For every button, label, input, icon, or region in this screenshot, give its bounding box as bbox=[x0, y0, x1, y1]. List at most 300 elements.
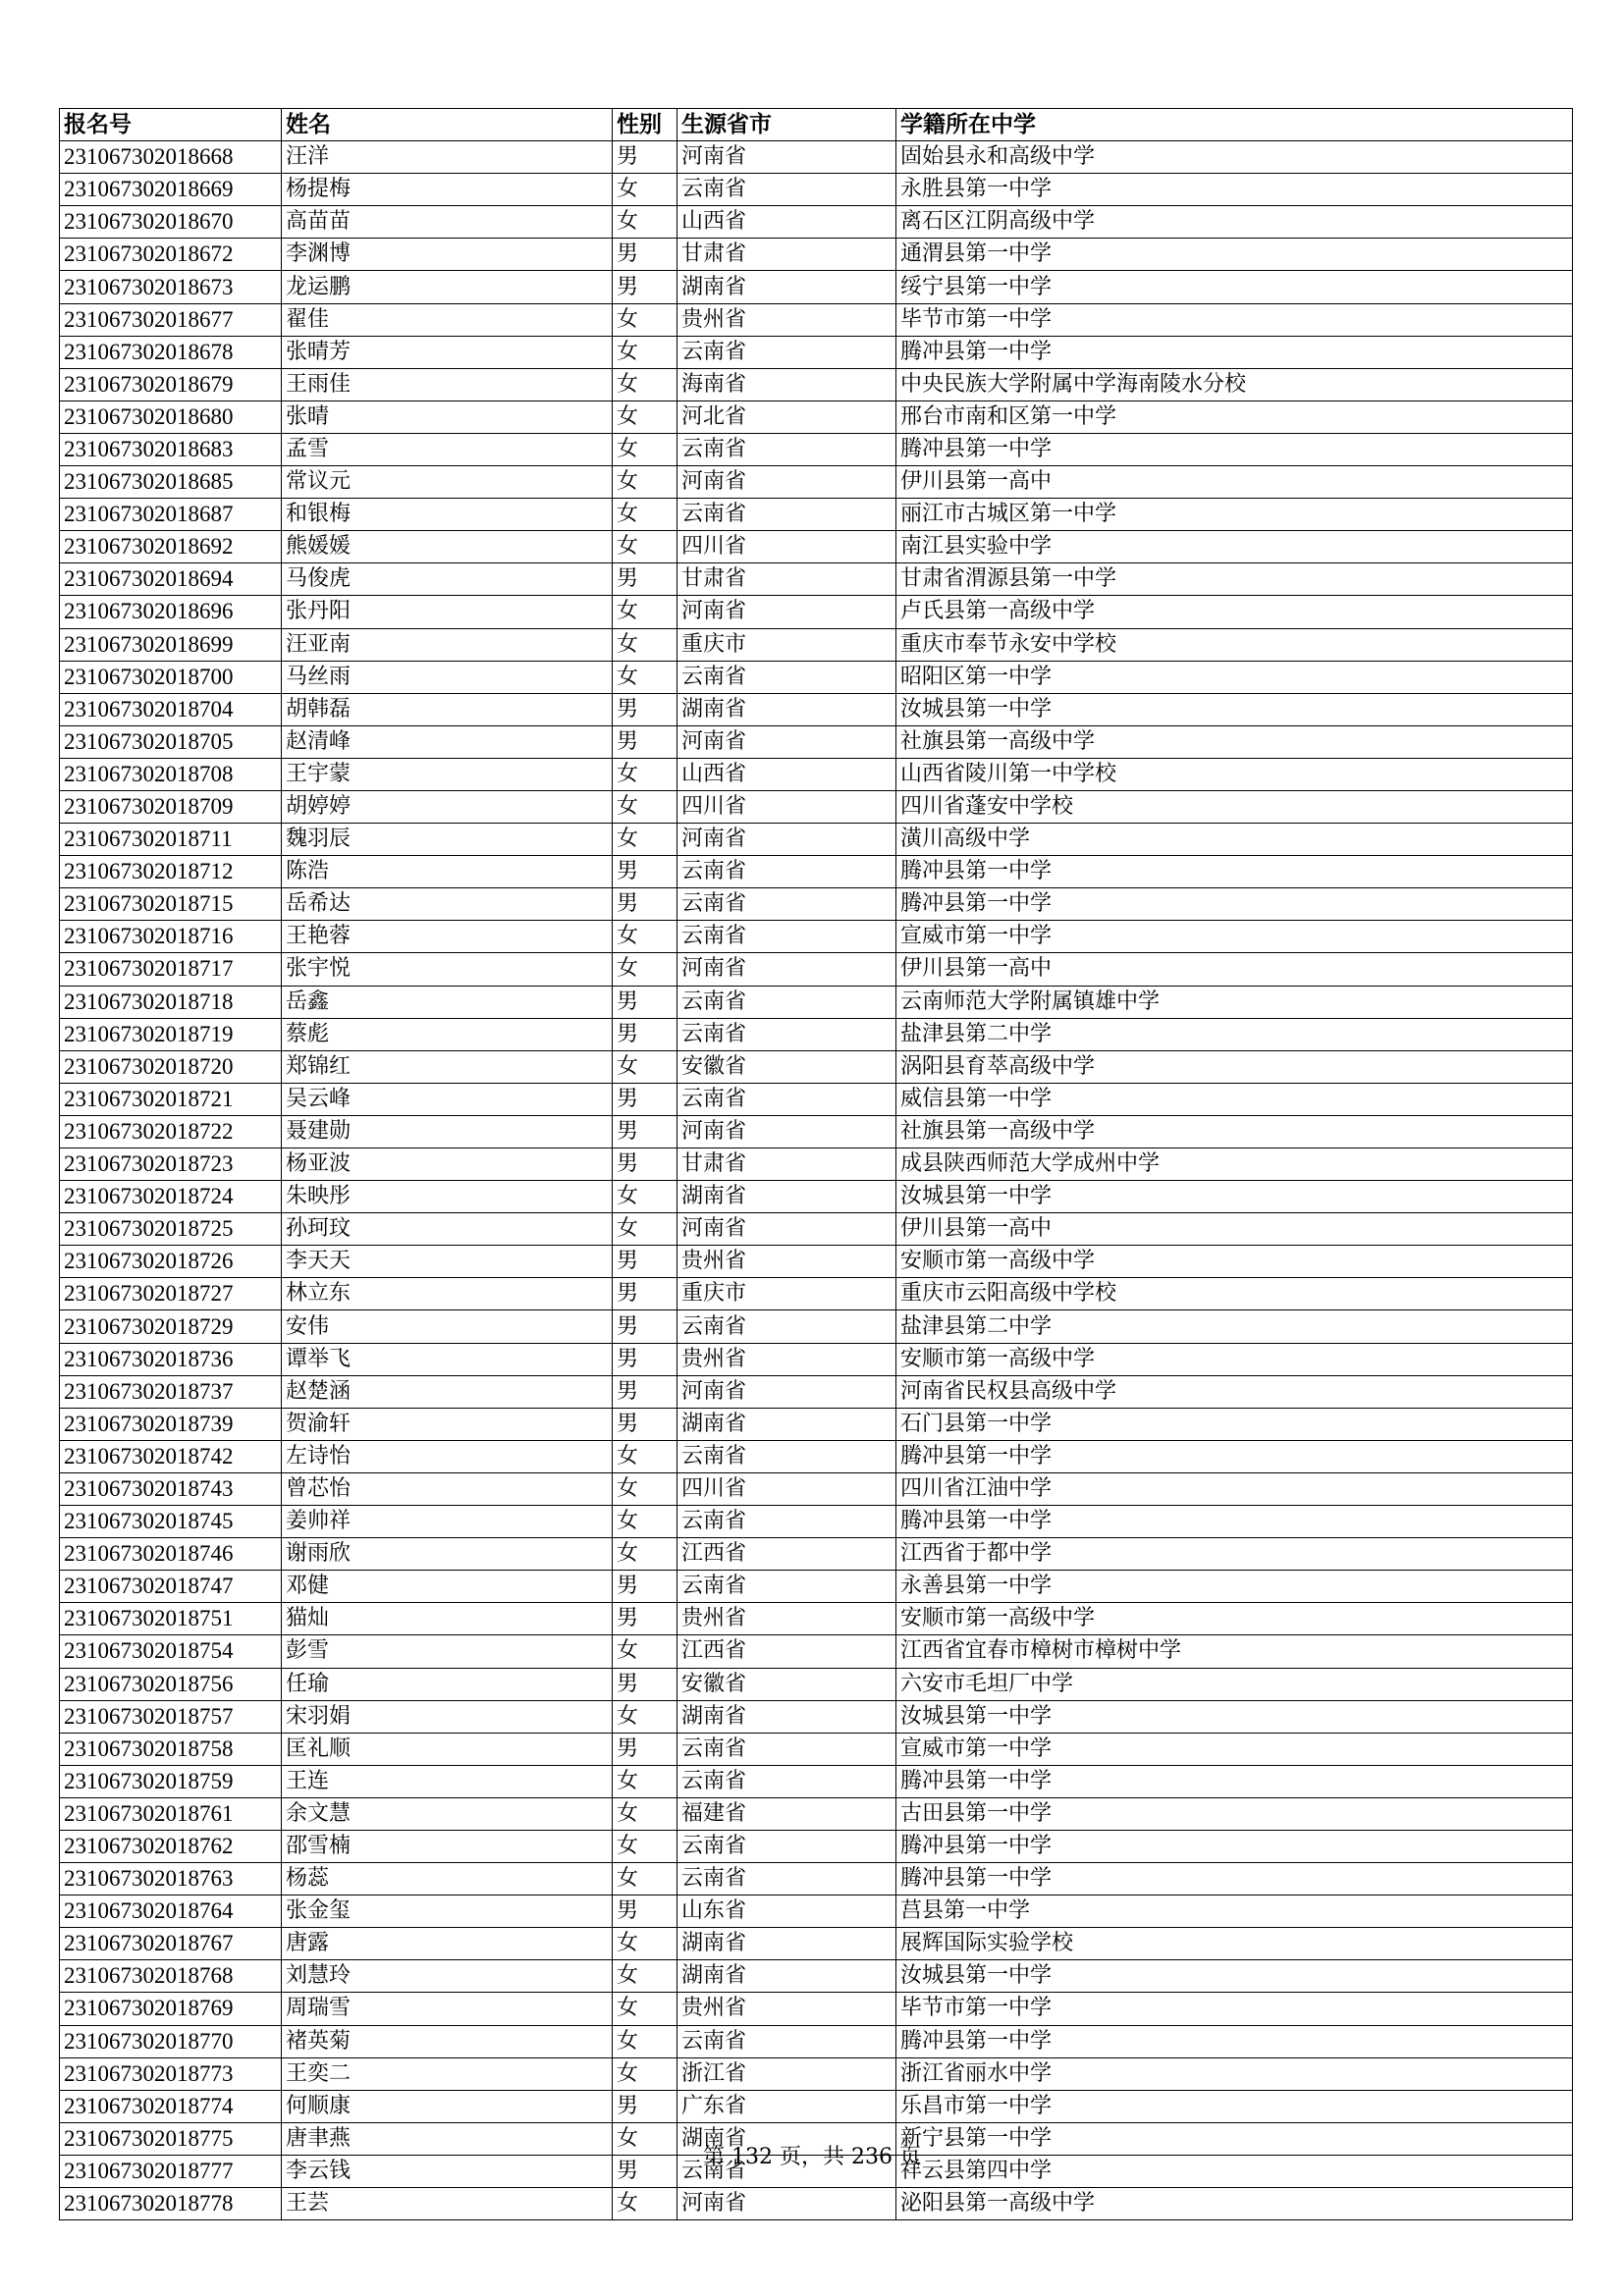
cell-registration-number: 231067302018761 bbox=[60, 1797, 282, 1830]
table-row bbox=[60, 174, 1573, 206]
cell-registration-number: 231067302018745 bbox=[60, 1506, 282, 1538]
header-registration-number: 报名号 bbox=[60, 109, 282, 141]
cell-student-name: 任瑜 bbox=[282, 1668, 613, 1700]
cell-registration-number: 231067302018680 bbox=[60, 400, 282, 433]
cell-school: 江西省宜春市樟树市樟树中学 bbox=[896, 1635, 1573, 1668]
cell-province: 海南省 bbox=[677, 368, 896, 400]
cell-student-name: 聂建勋 bbox=[282, 1115, 613, 1148]
cell-gender: 女 bbox=[613, 368, 677, 400]
cell-student-name: 岳希达 bbox=[282, 888, 613, 921]
cell-province: 河南省 bbox=[677, 1375, 896, 1408]
cell-province: 河南省 bbox=[677, 824, 896, 856]
cell-school: 固始县永和高级中学 bbox=[896, 141, 1573, 174]
cell-registration-number: 231067302018736 bbox=[60, 1343, 282, 1375]
cell-province: 河北省 bbox=[677, 400, 896, 433]
table-row bbox=[60, 921, 1573, 953]
table-row bbox=[60, 1181, 1573, 1213]
cell-registration-number: 231067302018742 bbox=[60, 1440, 282, 1472]
cell-student-name: 余文慧 bbox=[282, 1797, 613, 1830]
table-row bbox=[60, 1733, 1573, 1765]
cell-registration-number: 231067302018670 bbox=[60, 206, 282, 239]
cell-student-name: 胡韩磊 bbox=[282, 693, 613, 725]
table-row bbox=[60, 888, 1573, 921]
cell-gender: 男 bbox=[613, 1246, 677, 1278]
cell-registration-number: 231067302018764 bbox=[60, 1896, 282, 1928]
table-row bbox=[60, 1506, 1573, 1538]
cell-gender: 女 bbox=[613, 1700, 677, 1733]
cell-school: 安顺市第一高级中学 bbox=[896, 1603, 1573, 1635]
cell-school: 腾冲县第一中学 bbox=[896, 1506, 1573, 1538]
table-row bbox=[60, 1375, 1573, 1408]
cell-province: 贵州省 bbox=[677, 1603, 896, 1635]
cell-gender: 男 bbox=[613, 986, 677, 1018]
cell-school: 四川省江油中学 bbox=[896, 1472, 1573, 1505]
cell-student-name: 谭举飞 bbox=[282, 1343, 613, 1375]
cell-province: 河南省 bbox=[677, 596, 896, 628]
cell-student-name: 贺渝轩 bbox=[282, 1408, 613, 1440]
cell-province: 贵州省 bbox=[677, 303, 896, 336]
cell-gender: 男 bbox=[613, 1668, 677, 1700]
cell-province: 湖南省 bbox=[677, 1408, 896, 1440]
cell-school: 腾冲县第一中学 bbox=[896, 336, 1573, 368]
cell-gender: 男 bbox=[613, 1733, 677, 1765]
cell-student-name: 张晴芳 bbox=[282, 336, 613, 368]
cell-province: 江西省 bbox=[677, 1538, 896, 1571]
cell-registration-number: 231067302018746 bbox=[60, 1538, 282, 1571]
cell-school: 腾冲县第一中学 bbox=[896, 888, 1573, 921]
cell-school: 腾冲县第一中学 bbox=[896, 1765, 1573, 1797]
cell-school: 祥云县第四中学 bbox=[896, 2155, 1573, 2187]
table-row bbox=[60, 400, 1573, 433]
cell-gender: 女 bbox=[613, 661, 677, 693]
cell-province: 云南省 bbox=[677, 1733, 896, 1765]
cell-gender: 女 bbox=[613, 790, 677, 823]
cell-student-name: 唐露 bbox=[282, 1928, 613, 1960]
cell-student-name: 和银梅 bbox=[282, 499, 613, 531]
cell-registration-number: 231067302018718 bbox=[60, 986, 282, 1018]
cell-school: 四川省蓬安中学校 bbox=[896, 790, 1573, 823]
table-row bbox=[60, 1213, 1573, 1246]
table-row bbox=[60, 1050, 1573, 1083]
cell-province: 甘肃省 bbox=[677, 239, 896, 271]
cell-province: 浙江省 bbox=[677, 2057, 896, 2090]
table-row bbox=[60, 563, 1573, 596]
cell-province: 安徽省 bbox=[677, 1050, 896, 1083]
cell-registration-number: 231067302018725 bbox=[60, 1213, 282, 1246]
cell-gender: 男 bbox=[613, 563, 677, 596]
cell-school: 汝城县第一中学 bbox=[896, 693, 1573, 725]
cell-province: 云南省 bbox=[677, 1863, 896, 1896]
cell-school: 永善县第一中学 bbox=[896, 1571, 1573, 1603]
cell-student-name: 姜帅祥 bbox=[282, 1506, 613, 1538]
cell-student-name: 赵清峰 bbox=[282, 725, 613, 758]
cell-school: 河南省民权县高级中学 bbox=[896, 1375, 1573, 1408]
table-row bbox=[60, 1278, 1573, 1310]
cell-student-name: 曾芯怡 bbox=[282, 1472, 613, 1505]
cell-gender: 女 bbox=[613, 1538, 677, 1571]
table-row bbox=[60, 1830, 1573, 1862]
cell-gender: 男 bbox=[613, 2090, 677, 2122]
cell-school: 乐昌市第一中学 bbox=[896, 2090, 1573, 2122]
table-row bbox=[60, 1018, 1573, 1050]
cell-gender: 女 bbox=[613, 499, 677, 531]
cell-student-name: 刘慧玲 bbox=[282, 1960, 613, 1993]
cell-registration-number: 231067302018678 bbox=[60, 336, 282, 368]
cell-province: 河南省 bbox=[677, 466, 896, 499]
cell-gender: 男 bbox=[613, 1310, 677, 1343]
cell-school: 腾冲县第一中学 bbox=[896, 2025, 1573, 2057]
cell-school: 江西省于都中学 bbox=[896, 1538, 1573, 1571]
cell-registration-number: 231067302018717 bbox=[60, 953, 282, 986]
table-row bbox=[60, 1668, 1573, 1700]
cell-school: 通渭县第一中学 bbox=[896, 239, 1573, 271]
cell-registration-number: 231067302018758 bbox=[60, 1733, 282, 1765]
cell-school: 威信县第一中学 bbox=[896, 1083, 1573, 1115]
cell-school: 古田县第一中学 bbox=[896, 1797, 1573, 1830]
table-row bbox=[60, 2188, 1573, 2220]
cell-province: 河南省 bbox=[677, 1213, 896, 1246]
cell-gender: 男 bbox=[613, 1603, 677, 1635]
cell-school: 腾冲县第一中学 bbox=[896, 1440, 1573, 1472]
table-row bbox=[60, 271, 1573, 303]
table-row bbox=[60, 1960, 1573, 1993]
cell-registration-number: 231067302018699 bbox=[60, 628, 282, 661]
cell-registration-number: 231067302018696 bbox=[60, 596, 282, 628]
cell-registration-number: 231067302018724 bbox=[60, 1181, 282, 1213]
cell-province: 贵州省 bbox=[677, 1343, 896, 1375]
cell-school: 六安市毛坦厂中学 bbox=[896, 1668, 1573, 1700]
cell-school: 腾冲县第一中学 bbox=[896, 433, 1573, 465]
cell-student-name: 何顺康 bbox=[282, 2090, 613, 2122]
cell-registration-number: 231067302018692 bbox=[60, 531, 282, 563]
cell-registration-number: 231067302018774 bbox=[60, 2090, 282, 2122]
cell-province: 云南省 bbox=[677, 1018, 896, 1050]
table-header-row bbox=[60, 109, 1573, 141]
cell-registration-number: 231067302018722 bbox=[60, 1115, 282, 1148]
table-row bbox=[60, 499, 1573, 531]
cell-school: 宣威市第一中学 bbox=[896, 1733, 1573, 1765]
cell-gender: 男 bbox=[613, 693, 677, 725]
cell-gender: 女 bbox=[613, 953, 677, 986]
cell-province: 重庆市 bbox=[677, 628, 896, 661]
cell-gender: 女 bbox=[613, 1440, 677, 1472]
cell-student-name: 蔡彪 bbox=[282, 1018, 613, 1050]
cell-student-name: 陈浩 bbox=[282, 856, 613, 888]
table-row bbox=[60, 725, 1573, 758]
cell-registration-number: 231067302018778 bbox=[60, 2188, 282, 2220]
cell-student-name: 郑锦红 bbox=[282, 1050, 613, 1083]
admission-list-table bbox=[59, 108, 1573, 2220]
cell-province: 云南省 bbox=[677, 174, 896, 206]
cell-registration-number: 231067302018715 bbox=[60, 888, 282, 921]
cell-gender: 女 bbox=[613, 1213, 677, 1246]
table-row bbox=[60, 141, 1573, 174]
cell-registration-number: 231067302018672 bbox=[60, 239, 282, 271]
cell-gender: 女 bbox=[613, 466, 677, 499]
table-row bbox=[60, 856, 1573, 888]
cell-school: 汝城县第一中学 bbox=[896, 1700, 1573, 1733]
cell-province: 云南省 bbox=[677, 1083, 896, 1115]
cell-gender: 女 bbox=[613, 1050, 677, 1083]
cell-province: 云南省 bbox=[677, 336, 896, 368]
cell-school: 邢台市南和区第一中学 bbox=[896, 400, 1573, 433]
cell-province: 福建省 bbox=[677, 1797, 896, 1830]
cell-student-name: 王连 bbox=[282, 1765, 613, 1797]
cell-student-name: 猫灿 bbox=[282, 1603, 613, 1635]
table-row bbox=[60, 693, 1573, 725]
cell-student-name: 孙珂玟 bbox=[282, 1213, 613, 1246]
cell-gender: 男 bbox=[613, 271, 677, 303]
table-row bbox=[60, 206, 1573, 239]
cell-school: 永胜县第一中学 bbox=[896, 174, 1573, 206]
table-row bbox=[60, 758, 1573, 790]
cell-gender: 男 bbox=[613, 141, 677, 174]
table-row bbox=[60, 1148, 1573, 1181]
cell-gender: 男 bbox=[613, 1375, 677, 1408]
cell-gender: 女 bbox=[613, 2122, 677, 2155]
cell-student-name: 张丹阳 bbox=[282, 596, 613, 628]
cell-student-name: 吴云峰 bbox=[282, 1083, 613, 1115]
cell-registration-number: 231067302018767 bbox=[60, 1928, 282, 1960]
cell-registration-number: 231067302018668 bbox=[60, 141, 282, 174]
cell-gender: 女 bbox=[613, 1472, 677, 1505]
cell-school: 泌阳县第一高级中学 bbox=[896, 2188, 1573, 2220]
cell-school: 社旗县第一高级中学 bbox=[896, 725, 1573, 758]
table-row bbox=[60, 1863, 1573, 1896]
header-province: 生源省市 bbox=[677, 109, 896, 141]
cell-registration-number: 231067302018739 bbox=[60, 1408, 282, 1440]
cell-student-name: 张宇悦 bbox=[282, 953, 613, 986]
header-name: 姓名 bbox=[282, 109, 613, 141]
cell-student-name: 龙运鹏 bbox=[282, 271, 613, 303]
cell-school: 伊川县第一高中 bbox=[896, 1213, 1573, 1246]
table-row bbox=[60, 1343, 1573, 1375]
table-row bbox=[60, 1083, 1573, 1115]
cell-student-name: 左诗怡 bbox=[282, 1440, 613, 1472]
cell-student-name: 杨亚波 bbox=[282, 1148, 613, 1181]
cell-province: 山东省 bbox=[677, 1896, 896, 1928]
cell-registration-number: 231067302018770 bbox=[60, 2025, 282, 2057]
cell-registration-number: 231067302018709 bbox=[60, 790, 282, 823]
cell-registration-number: 231067302018673 bbox=[60, 271, 282, 303]
cell-province: 云南省 bbox=[677, 921, 896, 953]
cell-gender: 女 bbox=[613, 174, 677, 206]
cell-student-name: 杨蕊 bbox=[282, 1863, 613, 1896]
cell-school: 汝城县第一中学 bbox=[896, 1181, 1573, 1213]
cell-gender: 女 bbox=[613, 303, 677, 336]
cell-registration-number: 231067302018723 bbox=[60, 1148, 282, 1181]
cell-school: 安顺市第一高级中学 bbox=[896, 1246, 1573, 1278]
table-row bbox=[60, 1603, 1573, 1635]
cell-student-name: 岳鑫 bbox=[282, 986, 613, 1018]
cell-student-name: 常议元 bbox=[282, 466, 613, 499]
cell-registration-number: 231067302018773 bbox=[60, 2057, 282, 2090]
cell-school: 涡阳县育萃高级中学 bbox=[896, 1050, 1573, 1083]
cell-gender: 男 bbox=[613, 888, 677, 921]
cell-student-name: 朱映彤 bbox=[282, 1181, 613, 1213]
cell-province: 云南省 bbox=[677, 1440, 896, 1472]
cell-province: 湖南省 bbox=[677, 2122, 896, 2155]
cell-province: 重庆市 bbox=[677, 1278, 896, 1310]
table-row bbox=[60, 1310, 1573, 1343]
table-row bbox=[60, 824, 1573, 856]
cell-gender: 女 bbox=[613, 921, 677, 953]
cell-province: 云南省 bbox=[677, 1506, 896, 1538]
cell-province: 河南省 bbox=[677, 725, 896, 758]
cell-registration-number: 231067302018768 bbox=[60, 1960, 282, 1993]
table-row bbox=[60, 1571, 1573, 1603]
cell-province: 云南省 bbox=[677, 1310, 896, 1343]
cell-school: 腾冲县第一中学 bbox=[896, 1830, 1573, 1862]
cell-registration-number: 231067302018751 bbox=[60, 1603, 282, 1635]
table-row bbox=[60, 1928, 1573, 1960]
cell-registration-number: 231067302018719 bbox=[60, 1018, 282, 1050]
cell-student-name: 高苗苗 bbox=[282, 206, 613, 239]
cell-province: 安徽省 bbox=[677, 1668, 896, 1700]
cell-school: 中央民族大学附属中学海南陵水分校 bbox=[896, 368, 1573, 400]
cell-student-name: 周瑞雪 bbox=[282, 1993, 613, 2025]
cell-province: 河南省 bbox=[677, 2188, 896, 2220]
cell-province: 湖南省 bbox=[677, 1928, 896, 1960]
cell-registration-number: 231067302018747 bbox=[60, 1571, 282, 1603]
table-row bbox=[60, 1472, 1573, 1505]
cell-school: 新宁县第一中学 bbox=[896, 2122, 1573, 2155]
cell-gender: 女 bbox=[613, 1830, 677, 1862]
cell-student-name: 王芸 bbox=[282, 2188, 613, 2220]
cell-registration-number: 231067302018700 bbox=[60, 661, 282, 693]
cell-gender: 女 bbox=[613, 531, 677, 563]
cell-gender: 女 bbox=[613, 1863, 677, 1896]
cell-province: 湖南省 bbox=[677, 1960, 896, 1993]
table-row bbox=[60, 596, 1573, 628]
table-body bbox=[60, 141, 1573, 2220]
cell-province: 甘肃省 bbox=[677, 563, 896, 596]
table-row bbox=[60, 336, 1573, 368]
cell-province: 河南省 bbox=[677, 1115, 896, 1148]
cell-school: 毕节市第一中学 bbox=[896, 303, 1573, 336]
cell-school: 伊川县第一高中 bbox=[896, 953, 1573, 986]
table-row bbox=[60, 466, 1573, 499]
cell-student-name: 胡婷婷 bbox=[282, 790, 613, 823]
cell-gender: 男 bbox=[613, 1408, 677, 1440]
cell-school: 石门县第一中学 bbox=[896, 1408, 1573, 1440]
cell-province: 云南省 bbox=[677, 2155, 896, 2187]
cell-school: 毕节市第一中学 bbox=[896, 1993, 1573, 2025]
cell-student-name: 张金玺 bbox=[282, 1896, 613, 1928]
cell-gender: 男 bbox=[613, 1115, 677, 1148]
table-row bbox=[60, 2025, 1573, 2057]
cell-student-name: 邵雪楠 bbox=[282, 1830, 613, 1862]
header-school: 学籍所在中学 bbox=[896, 109, 1573, 141]
table-row bbox=[60, 1246, 1573, 1278]
cell-gender: 男 bbox=[613, 725, 677, 758]
cell-registration-number: 231067302018743 bbox=[60, 1472, 282, 1505]
cell-registration-number: 231067302018669 bbox=[60, 174, 282, 206]
cell-student-name: 李云钱 bbox=[282, 2155, 613, 2187]
cell-registration-number: 231067302018763 bbox=[60, 1863, 282, 1896]
cell-gender: 男 bbox=[613, 239, 677, 271]
cell-gender: 女 bbox=[613, 2057, 677, 2090]
cell-student-name: 魏羽辰 bbox=[282, 824, 613, 856]
cell-student-name: 赵楚涵 bbox=[282, 1375, 613, 1408]
cell-school: 腾冲县第一中学 bbox=[896, 1863, 1573, 1896]
table-row bbox=[60, 1538, 1573, 1571]
cell-gender: 女 bbox=[613, 336, 677, 368]
cell-province: 云南省 bbox=[677, 888, 896, 921]
cell-gender: 男 bbox=[613, 1343, 677, 1375]
cell-province: 江西省 bbox=[677, 1635, 896, 1668]
cell-registration-number: 231067302018712 bbox=[60, 856, 282, 888]
cell-school: 昭阳区第一中学 bbox=[896, 661, 1573, 693]
cell-province: 湖南省 bbox=[677, 693, 896, 725]
table-row bbox=[60, 986, 1573, 1018]
cell-student-name: 谢雨欣 bbox=[282, 1538, 613, 1571]
cell-gender: 女 bbox=[613, 1960, 677, 1993]
cell-school: 云南师范大学附属镇雄中学 bbox=[896, 986, 1573, 1018]
cell-registration-number: 231067302018705 bbox=[60, 725, 282, 758]
cell-gender: 女 bbox=[613, 2025, 677, 2057]
cell-student-name: 翟佳 bbox=[282, 303, 613, 336]
cell-school: 盐津县第二中学 bbox=[896, 1310, 1573, 1343]
cell-registration-number: 231067302018704 bbox=[60, 693, 282, 725]
table-row bbox=[60, 1408, 1573, 1440]
cell-registration-number: 231067302018694 bbox=[60, 563, 282, 596]
cell-student-name: 褚英菊 bbox=[282, 2025, 613, 2057]
table-row bbox=[60, 1993, 1573, 2025]
cell-gender: 女 bbox=[613, 596, 677, 628]
cell-province: 云南省 bbox=[677, 856, 896, 888]
table-row bbox=[60, 661, 1573, 693]
cell-registration-number: 231067302018687 bbox=[60, 499, 282, 531]
cell-registration-number: 231067302018759 bbox=[60, 1765, 282, 1797]
cell-province: 四川省 bbox=[677, 531, 896, 563]
cell-school: 山西省陵川第一中学校 bbox=[896, 758, 1573, 790]
cell-gender: 女 bbox=[613, 824, 677, 856]
cell-school: 腾冲县第一中学 bbox=[896, 856, 1573, 888]
cell-student-name: 邓健 bbox=[282, 1571, 613, 1603]
cell-registration-number: 231067302018679 bbox=[60, 368, 282, 400]
table-row bbox=[60, 2057, 1573, 2090]
cell-gender: 女 bbox=[613, 400, 677, 433]
cell-school: 莒县第一中学 bbox=[896, 1896, 1573, 1928]
cell-gender: 女 bbox=[613, 206, 677, 239]
cell-registration-number: 231067302018775 bbox=[60, 2122, 282, 2155]
cell-school: 甘肃省渭源县第一中学 bbox=[896, 563, 1573, 596]
cell-province: 四川省 bbox=[677, 790, 896, 823]
cell-registration-number: 231067302018677 bbox=[60, 303, 282, 336]
table-row bbox=[60, 953, 1573, 986]
cell-gender: 女 bbox=[613, 1797, 677, 1830]
cell-school: 伊川县第一高中 bbox=[896, 466, 1573, 499]
cell-school: 宣威市第一中学 bbox=[896, 921, 1573, 953]
cell-student-name: 马丝雨 bbox=[282, 661, 613, 693]
cell-gender: 男 bbox=[613, 1148, 677, 1181]
table-row bbox=[60, 433, 1573, 465]
cell-registration-number: 231067302018729 bbox=[60, 1310, 282, 1343]
cell-school: 汝城县第一中学 bbox=[896, 1960, 1573, 1993]
cell-province: 湖南省 bbox=[677, 1700, 896, 1733]
cell-school: 南江县实验中学 bbox=[896, 531, 1573, 563]
cell-student-name: 马俊虎 bbox=[282, 563, 613, 596]
table-row bbox=[60, 1765, 1573, 1797]
table-row bbox=[60, 628, 1573, 661]
cell-province: 湖南省 bbox=[677, 1181, 896, 1213]
cell-province: 云南省 bbox=[677, 433, 896, 465]
cell-student-name: 李渊博 bbox=[282, 239, 613, 271]
cell-province: 云南省 bbox=[677, 661, 896, 693]
table-row bbox=[60, 1635, 1573, 1668]
cell-gender: 女 bbox=[613, 758, 677, 790]
